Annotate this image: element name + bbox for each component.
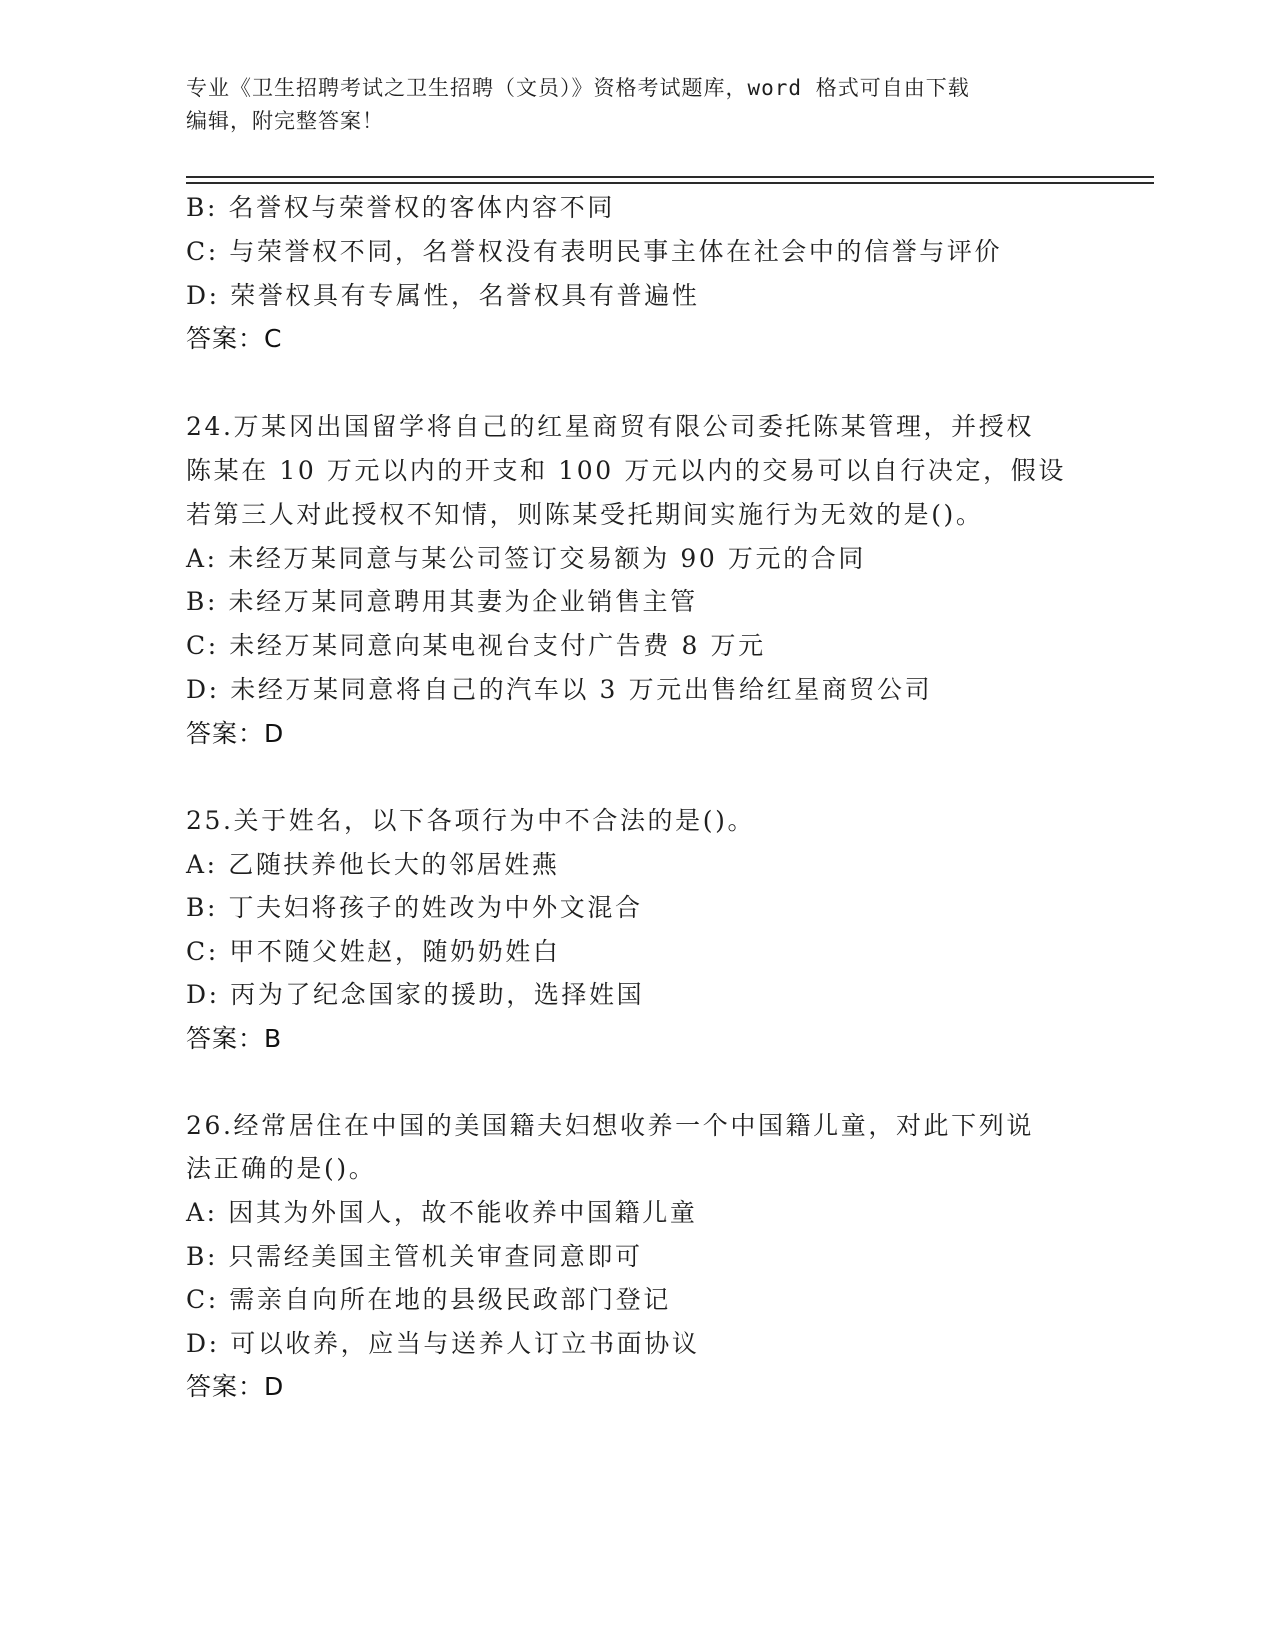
q24-stem-line-3: 若第三人对此授权不知情，则陈某受托期间实施行为无效的是()。 (186, 500, 984, 529)
q26-stem-line-1: 26.经常居住在中国的美国籍夫妇想收养一个中国籍儿童，对此下列说 (186, 1111, 1034, 1140)
q26-stem-line-2: 法正确的是()。 (186, 1154, 377, 1183)
q24-answer: 答案：D (186, 719, 285, 748)
q25-option-a: A: 乙随扶养他长大的邻居姓燕 (186, 850, 560, 879)
q23-option-c: C: 与荣誉权不同，名誉权没有表明民事主体在社会中的信誉与评价 (186, 237, 1003, 266)
q25-option-d: D: 丙为了纪念国家的援助，选择姓国 (186, 980, 645, 1009)
q24-option-d: D: 未经万某同意将自己的汽车以 3 万元出售给红星商贸公司 (186, 675, 933, 704)
q23-option-b: B: 名誉权与荣誉权的客体内容不同 (186, 193, 615, 222)
q26-option-c: C: 需亲自向所在地的县级民政部门登记 (186, 1285, 671, 1314)
header-line-2: 编辑，附完整答案！ (186, 109, 384, 133)
header-line-1: 专业《卫生招聘考试之卫生招聘（文员）》资格考试题库，word 格式可自由下载 (186, 76, 970, 100)
q26-answer: 答案：D (186, 1372, 285, 1401)
q24-option-b: B: 未经万某同意聘用其妻为企业销售主管 (186, 587, 698, 616)
q24-stem-line-1: 24.万某冈出国留学将自己的红星商贸有限公司委托陈某管理，并授权 (186, 412, 1034, 441)
header-divider-bottom (186, 182, 1154, 184)
q26-option-a: A: 因其为外国人，故不能收养中国籍儿童 (186, 1198, 698, 1227)
q23-option-d: D: 荣誉权具有专属性，名誉权具有普遍性 (186, 281, 700, 310)
q24-stem-line-2: 陈某在 10 万元以内的开支和 100 万元以内的交易可以自行决定，假设 (186, 456, 1066, 485)
q25-option-c: C: 甲不随父姓赵，随奶奶姓白 (186, 937, 561, 966)
q24-option-c: C: 未经万某同意向某电视台支付广告费 8 万元 (186, 631, 766, 660)
q26-option-b: B: 只需经美国主管机关审查同意即可 (186, 1242, 643, 1271)
q25-answer: 答案：B (186, 1024, 283, 1053)
q25-stem-line-1: 25.关于姓名，以下各项行为中不合法的是()。 (186, 806, 756, 835)
q26-option-d: D: 可以收养，应当与送养人订立书面协议 (186, 1329, 700, 1358)
q24-option-a: A: 未经万某同意与某公司签订交易额为 90 万元的合同 (186, 544, 866, 573)
header-divider-top (186, 176, 1154, 178)
document-header (186, 72, 1066, 138)
q23-answer: 答案：C (186, 324, 283, 353)
q25-option-b: B: 丁夫妇将孩子的姓改为中外文混合 (186, 893, 643, 922)
